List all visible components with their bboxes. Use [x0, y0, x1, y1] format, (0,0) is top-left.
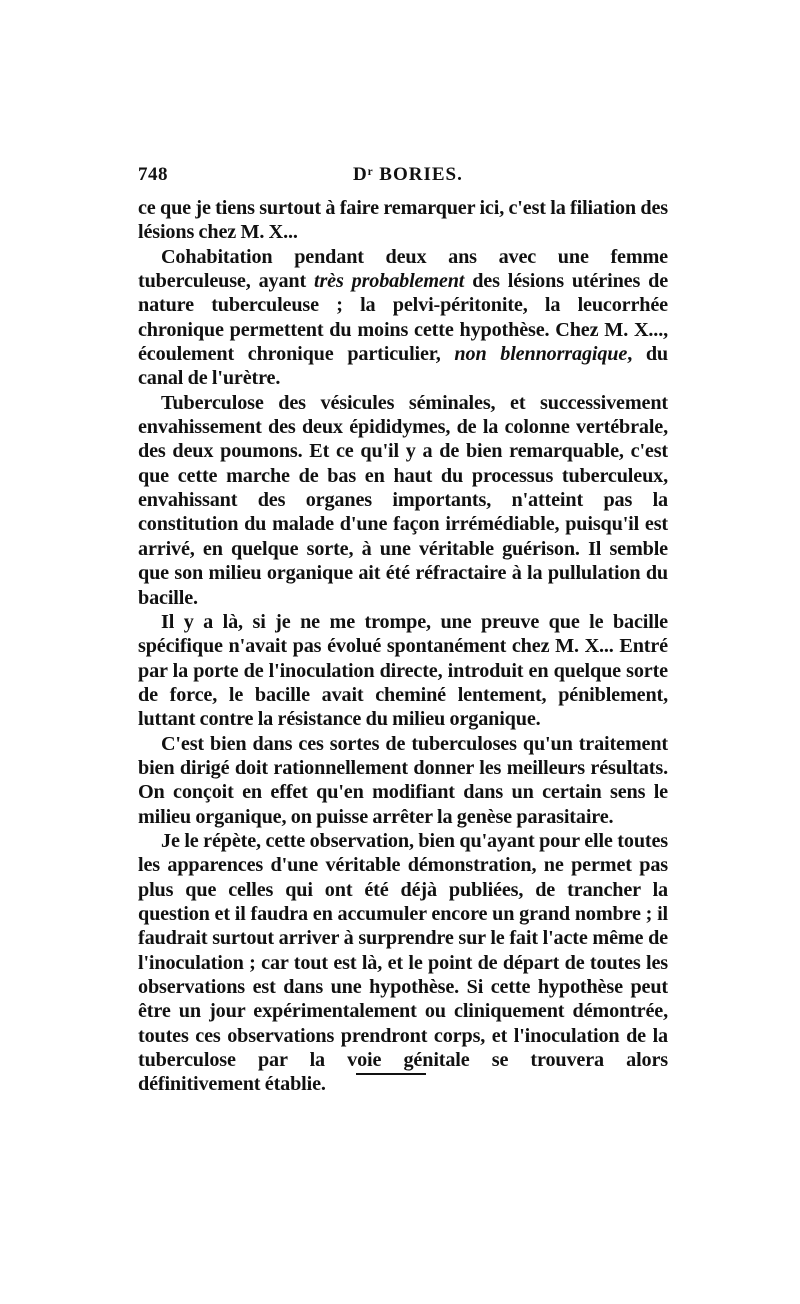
paragraph-cohabitation — [138, 245, 668, 391]
running-head-title: Dʳ BORIES. — [353, 164, 463, 185]
paragraph-traitement: C'est bien dans ces sortes de tuberculoses qu'un traitement bien dirigé doit rationnellement donner les meilleurs résultats. On conçoit en effet qu'en modifiant dans un certain sens le milieu organique, on puisse arrêter la genèse parasitaire. — [138, 732, 668, 828]
page-number: 748 — [138, 164, 168, 185]
running-head — [138, 160, 668, 190]
paragraph-preuve: Il y a là, si je ne me trompe, une preuve que le bacille spécifique n'avait pas évolué spontanément chez M. X... Entré par la porte de l'inoculation directe, introduit en quelque sorte de force, le bacille avait cheminé lentement, péniblement, luttant contre la résistance du milieu organique. — [138, 610, 668, 731]
paragraph-text: , du canal de l'urètre. — [138, 343, 668, 390]
italic-emphasis: non blennorragique — [454, 343, 628, 366]
italic-emphasis: très probablement — [314, 270, 465, 293]
paragraph-text: des lésions utérines de nature tuberculeuse ; la pelvi-péritonite, la leucorrhée chronique permettent du moins cette hypothèse. Chez M. X..., écoulement chronique particulier, — [138, 270, 669, 366]
paragraph-conclusion: Je le répète, cette observation, bien qu'ayant pour elle toutes les apparences d'une véritable démonstration, ne permet pas plus que celles qui ont été déjà publiées, de trancher la question et il faudra en accumuler encore un grand nombre ; il faudrait surtout arriver à surprendre sur le fait l'acte même de l'inoculation ; car tout est là, et le point de départ de toutes les observations est dans une hypothèse. Si cette hypothèse peut être un jour expérimentalement ou cliniquement démontrée, toutes ces observations prendront corps, et l'inoculation de la tuberculose par la voie génitale se trouvera alors définitivement établie. — [138, 829, 668, 1096]
paragraph-continuation: ce que je tiens surtout à faire remarquer ici, c'est la filiation des lésions chez M. X... — [138, 197, 668, 244]
body-text — [138, 196, 668, 1097]
paragraph-text: Cohabitation pendant deux ans avec une femme tuberculeuse, ayant — [138, 245, 668, 293]
section-end-rule — [356, 1073, 426, 1075]
paragraph-tuberculose: Tuberculose des vésicules séminales, et successivement envahissement des deux épididymes, de la colonne vertébrale, des deux poumons. Et ce qu'il y a de bien remarquable, c'est que cette marche de bas en haut du processus tuberculeux, envahissant des organes importants, n'atteint pas la constitution du malade d'une façon irrémédiable, puisqu'il est arrivé, en quelque sorte, à une véritable guérison. Il semble que son milieu organique ait été réfractaire à la pullulation du bacille. — [138, 391, 668, 609]
